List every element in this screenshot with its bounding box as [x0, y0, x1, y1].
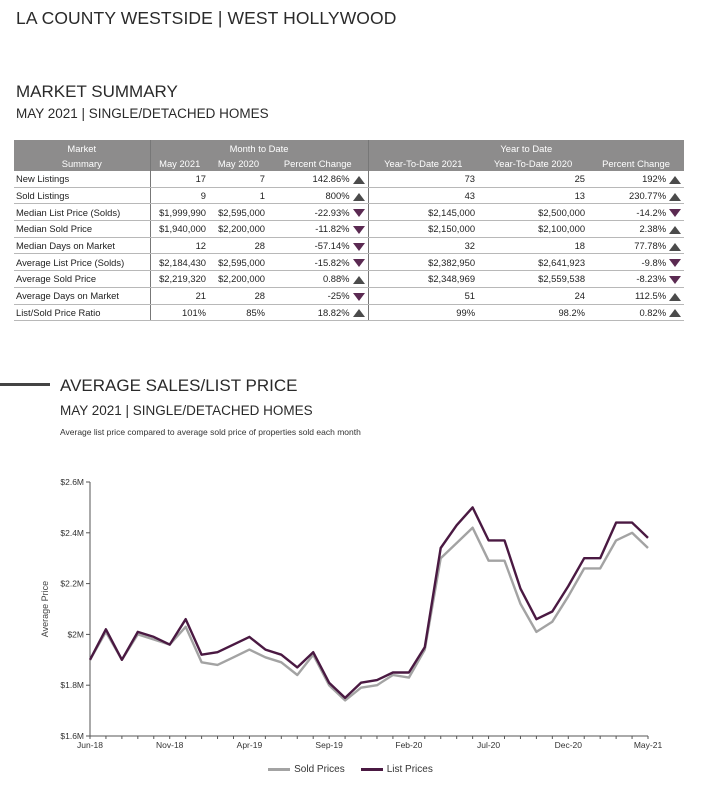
table-row	[14, 204, 684, 221]
triangle-up-icon	[353, 276, 365, 284]
cell-ytd-percent-change-text: 230.77%	[629, 190, 667, 202]
triangle-down-icon	[669, 259, 681, 267]
year-to-date-header: Year to Date	[368, 140, 684, 156]
cell-ytd-2020	[478, 254, 588, 271]
col-header-may-2021: May 2021	[150, 156, 209, 171]
cell-mtd-percent-change-text: 800%	[325, 190, 350, 202]
row-label	[14, 287, 150, 304]
cell-ytd-2020-text: 24	[574, 290, 586, 302]
y-tick-label: $2.6M	[60, 477, 84, 487]
row-label-text: Average List Price (Solds)	[16, 256, 125, 268]
cell-ytd-2020	[478, 237, 588, 254]
cell-ytd-2021	[368, 204, 478, 221]
cell-may-2021	[150, 204, 209, 221]
x-tick-label: Nov-18	[156, 740, 184, 750]
cell-may-2020-text: 7	[259, 173, 265, 185]
cell-mtd-percent-change	[268, 254, 368, 271]
market-summary-subtitle: MAY 2021 | SINGLE/DETACHED HOMES	[16, 106, 269, 121]
cell-ytd-2021-text: $2,348,969	[428, 273, 476, 285]
x-tick-label: Dec-20	[554, 740, 582, 750]
chart-title: AVERAGE SALES/LIST PRICE	[60, 376, 298, 395]
legend-label: Sold Prices	[294, 764, 345, 775]
col-header-mtd-percent-change: Percent Change	[268, 156, 368, 171]
row-label	[14, 237, 150, 254]
market-summary-table	[14, 140, 684, 321]
y-tick-label: $1.6M	[60, 731, 84, 741]
legend-label: List Prices	[386, 764, 433, 775]
cell-may-2020-text: 1	[259, 190, 265, 202]
cell-mtd-percent-change	[268, 171, 368, 187]
cell-mtd-percent-change	[268, 221, 368, 238]
triangle-up-icon	[669, 243, 681, 251]
cell-ytd-2021-text: $2,150,000	[428, 223, 476, 235]
cell-mtd-percent-change	[268, 271, 368, 288]
cell-mtd-percent-change-text: -22.93%	[314, 206, 350, 218]
col-header-may-2020: May 2020	[209, 156, 268, 171]
row-label-text: Median Days on Market	[16, 240, 116, 252]
row-label-text: Median Sold Price	[16, 223, 93, 235]
triangle-down-icon	[353, 243, 365, 251]
cell-may-2021-text: 17	[195, 173, 206, 185]
table-row	[14, 254, 684, 271]
cell-may-2020	[209, 204, 268, 221]
cell-ytd-percent-change	[588, 287, 684, 304]
cell-ytd-2020	[478, 204, 588, 221]
cell-ytd-2020	[478, 171, 588, 187]
cell-ytd-percent-change-text: 77.78%	[634, 240, 667, 252]
cell-ytd-2020-text: $2,641,923	[538, 256, 586, 268]
cell-ytd-2020	[478, 287, 588, 304]
cell-ytd-2021-text: 43	[464, 190, 476, 202]
row-label	[14, 171, 150, 187]
cell-ytd-percent-change-text: -9.8%	[641, 256, 667, 268]
cell-ytd-2021	[368, 304, 478, 321]
cell-may-2020-text: 85%	[246, 306, 265, 318]
triangle-up-icon	[353, 176, 365, 184]
cell-may-2020	[209, 304, 268, 321]
cell-may-2020-text: 28	[254, 240, 265, 252]
cell-may-2021	[150, 187, 209, 204]
cell-mtd-percent-change	[268, 237, 368, 254]
x-tick-label: Jun-18	[77, 740, 103, 750]
legend-item	[268, 764, 345, 775]
cell-ytd-percent-change-text: 112.5%	[634, 290, 667, 302]
cell-may-2021	[150, 271, 209, 288]
triangle-down-icon	[669, 276, 681, 284]
cell-may-2021	[150, 287, 209, 304]
cell-ytd-2020-text: 25	[574, 173, 586, 185]
cell-may-2021-text: 21	[195, 290, 206, 302]
legend-item	[361, 764, 433, 775]
triangle-up-icon	[669, 226, 681, 234]
cell-ytd-percent-change	[588, 187, 684, 204]
cell-may-2021	[150, 237, 209, 254]
cell-may-2021-text: $2,219,320	[159, 273, 206, 285]
table-row	[14, 287, 684, 304]
price-line-chart	[0, 460, 701, 760]
row-label-text: Average Sold Price	[16, 273, 97, 285]
market-summary-title: MARKET SUMMARY	[16, 82, 178, 101]
cell-may-2021-text: $1,999,990	[159, 206, 206, 218]
row-label	[14, 271, 150, 288]
cell-may-2020-text: $2,200,000	[218, 223, 265, 235]
cell-ytd-2020-text: 13	[574, 190, 586, 202]
triangle-up-icon	[353, 193, 365, 201]
cell-may-2020-text: $2,595,000	[218, 206, 265, 218]
cell-mtd-percent-change-text: 0.88%	[322, 273, 350, 285]
cell-ytd-2021-text: 32	[464, 240, 476, 252]
row-label	[14, 221, 150, 238]
summary-header: Summary	[14, 156, 150, 171]
cell-ytd-2021	[368, 287, 478, 304]
cell-may-2021	[150, 254, 209, 271]
x-tick-label: Jul-20	[476, 740, 501, 750]
cell-ytd-2021-text: $2,382,950	[428, 256, 476, 268]
triangle-up-icon	[669, 193, 681, 201]
cell-ytd-2020	[478, 271, 588, 288]
cell-may-2021-text: $2,184,430	[159, 256, 206, 268]
y-tick-label: $1.8M	[60, 680, 84, 691]
market-header: Market	[14, 140, 150, 156]
x-tick-label: Apr-19	[236, 740, 263, 750]
cell-ytd-percent-change-text: -14.2%	[636, 206, 667, 218]
table-row	[14, 221, 684, 238]
series-line-sold-prices	[90, 528, 648, 701]
cell-ytd-2021	[368, 271, 478, 288]
cell-ytd-percent-change-text: 192%	[642, 173, 667, 185]
cell-mtd-percent-change-text: 142.86%	[312, 173, 350, 185]
y-tick-label: $2.2M	[60, 578, 84, 589]
cell-mtd-percent-change-text: -15.82%	[314, 256, 350, 268]
cell-ytd-percent-change	[588, 271, 684, 288]
cell-ytd-percent-change	[588, 304, 684, 321]
table-row	[14, 171, 684, 187]
triangle-down-icon	[353, 293, 365, 301]
cell-ytd-2021-text: 73	[464, 173, 476, 185]
cell-may-2020	[209, 271, 268, 288]
row-label	[14, 304, 150, 321]
cell-mtd-percent-change	[268, 287, 368, 304]
row-label-text: Average Days on Market	[16, 290, 120, 302]
triangle-up-icon	[353, 309, 365, 317]
cell-ytd-2021-text: $2,145,000	[428, 206, 476, 218]
cell-mtd-percent-change-text: 18.82%	[317, 306, 350, 318]
col-header-ytd-percent-change: Percent Change	[588, 156, 684, 171]
cell-may-2020-text: 28	[254, 290, 265, 302]
cell-ytd-2020	[478, 221, 588, 238]
cell-may-2021-text: 101%	[182, 306, 206, 318]
y-axis-title: Average Price	[40, 580, 50, 638]
cell-ytd-2020-text: 18	[574, 240, 586, 252]
cell-mtd-percent-change	[268, 304, 368, 321]
triangle-up-icon	[669, 176, 681, 184]
cell-ytd-percent-change-text: 2.38%	[639, 223, 667, 235]
cell-ytd-2021-text: 99%	[456, 306, 476, 318]
row-label	[14, 187, 150, 204]
cell-ytd-percent-change	[588, 254, 684, 271]
cell-ytd-2020	[478, 304, 588, 321]
cell-may-2020	[209, 287, 268, 304]
y-tick-label: $2.4M	[60, 527, 84, 538]
section-divider	[0, 383, 50, 386]
triangle-down-icon	[353, 209, 365, 217]
row-label-text: Median List Price (Solds)	[16, 206, 121, 218]
cell-may-2020	[209, 187, 268, 204]
triangle-down-icon	[353, 226, 365, 234]
chart-legend	[0, 763, 701, 775]
cell-may-2021	[150, 221, 209, 238]
triangle-up-icon	[669, 309, 681, 317]
x-tick-label: May-21	[633, 740, 663, 750]
table-row	[14, 271, 684, 288]
cell-ytd-percent-change	[588, 221, 684, 238]
cell-may-2020	[209, 237, 268, 254]
x-tick-label: Feb-20	[395, 740, 423, 750]
cell-ytd-2021	[368, 221, 478, 238]
month-to-date-header: Month to Date	[150, 140, 368, 156]
cell-ytd-percent-change	[588, 171, 684, 187]
table-row	[14, 237, 684, 254]
triangle-up-icon	[669, 293, 681, 301]
row-label-text: New Listings	[16, 173, 70, 185]
cell-may-2020-text: $2,200,000	[218, 273, 265, 285]
table-row	[14, 187, 684, 204]
cell-ytd-2021	[368, 237, 478, 254]
table-row	[14, 304, 684, 321]
triangle-down-icon	[353, 259, 365, 267]
cell-may-2021-text: $1,940,000	[159, 223, 206, 235]
col-header-ytd-2021: Year-To-Date 2021	[368, 156, 478, 171]
cell-ytd-2021	[368, 254, 478, 271]
chart-description: Average list price compared to average sold price of properties sold each month	[60, 427, 361, 437]
row-label	[14, 254, 150, 271]
chart-subtitle: MAY 2021 | SINGLE/DETACHED HOMES	[60, 403, 313, 418]
cell-ytd-percent-change	[588, 237, 684, 254]
cell-mtd-percent-change	[268, 204, 368, 221]
cell-may-2020	[209, 254, 268, 271]
x-tick-label: Sep-19	[315, 740, 343, 750]
cell-may-2021	[150, 304, 209, 321]
cell-ytd-2020	[478, 187, 588, 204]
cell-ytd-percent-change-text: 0.82%	[639, 306, 667, 318]
cell-may-2020	[209, 221, 268, 238]
cell-may-2020	[209, 171, 268, 187]
y-tick-label: $2M	[67, 629, 84, 640]
cell-ytd-2020-text: 98.2%	[558, 306, 586, 318]
cell-ytd-2021	[368, 187, 478, 204]
cell-ytd-2020-text: $2,100,000	[538, 223, 586, 235]
cell-may-2020-text: $2,595,000	[218, 256, 265, 268]
cell-ytd-2021-text: 51	[464, 290, 476, 302]
cell-may-2021	[150, 171, 209, 187]
cell-mtd-percent-change	[268, 187, 368, 204]
legend-swatch	[268, 768, 290, 771]
cell-mtd-percent-change-text: -11.82%	[315, 223, 350, 235]
row-label-text: Sold Listings	[16, 190, 70, 202]
cell-may-2021-text: 9	[200, 190, 206, 202]
row-label	[14, 204, 150, 221]
cell-may-2021-text: 12	[195, 240, 206, 252]
cell-ytd-percent-change-text: -8.23%	[636, 273, 667, 285]
cell-mtd-percent-change-text: -57.14%	[314, 240, 350, 252]
cell-ytd-percent-change	[588, 204, 684, 221]
legend-swatch	[361, 768, 383, 771]
row-label-text: List/Sold Price Ratio	[16, 306, 101, 318]
cell-ytd-2020-text: $2,559,538	[538, 273, 586, 285]
region-title: LA COUNTY WESTSIDE | WEST HOLLYWOOD	[16, 8, 397, 28]
cell-ytd-2020-text: $2,500,000	[538, 206, 586, 218]
triangle-down-icon	[669, 209, 681, 217]
col-header-ytd-2020: Year-To-Date 2020	[478, 156, 588, 171]
cell-ytd-2021	[368, 171, 478, 187]
cell-mtd-percent-change-text: -25%	[327, 290, 350, 302]
